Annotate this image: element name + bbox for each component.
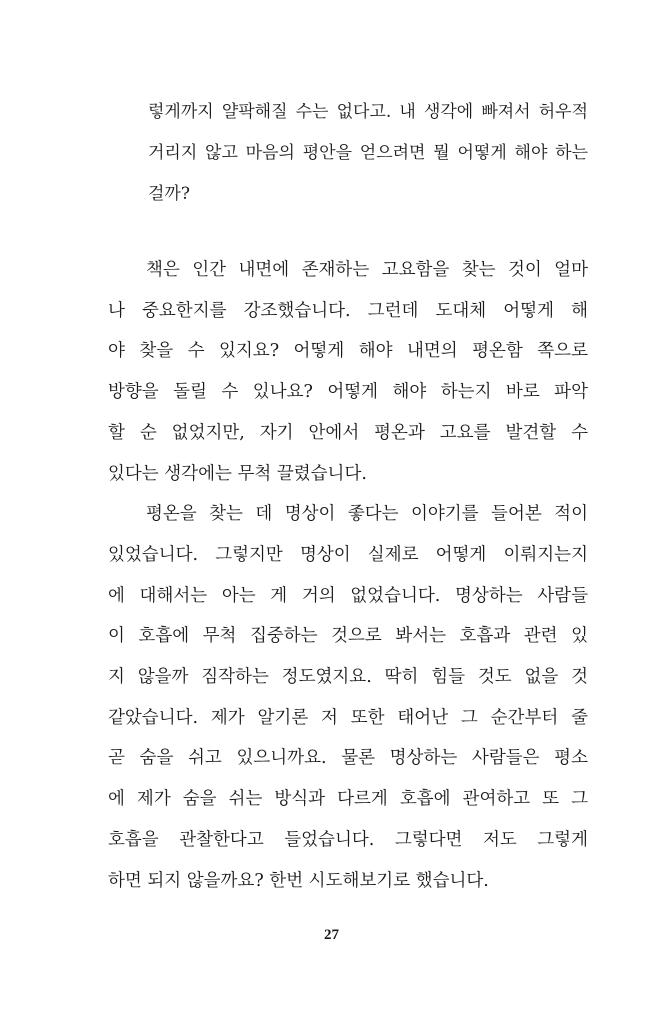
text-line: 지 않을까 짐작하는 정도였지요. 딱히 힘들 것도 없을 것	[108, 667, 588, 688]
quoted-passage	[148, 92, 588, 215]
page-number: 27	[324, 927, 339, 943]
text-line: 나 중요한지를 강조했습니다. 그런데 도대체 어떻게 해	[108, 300, 588, 321]
body-text	[108, 250, 588, 901]
text-line: 방향을 돌릴 수 있나요? 어떻게 해야 하는지 바로 파악	[108, 382, 588, 403]
text-line: 하면 되지 않을까요? 한번 시도해보기로 했습니다.	[108, 870, 489, 891]
quote-line: 걸까?	[148, 184, 190, 204]
quote-line: 렇게까지 얄팍해질 수는 없다고. 내 생각에 빠져서 허우적	[148, 102, 588, 122]
text-line: 야 찾을 수 있지요? 어떻게 해야 내면의 평온함 쪽으로	[108, 341, 588, 362]
quote-line: 거리지 않고 마음의 평안을 얻으려면 뭘 어떻게 해야 하는	[148, 143, 588, 163]
text-line: 에 대해서는 아는 게 거의 없었습니다. 명상하는 사람들	[108, 585, 588, 606]
text-line: 호흡을 관찰한다고 들었습니다. 그렇다면 저도 그렇게	[108, 829, 588, 850]
text-line: 곧 숨을 쉬고 있으니까요. 물론 명상하는 사람들은 평소	[108, 748, 588, 769]
text-line: 에 제가 숨을 쉬는 방식과 다르게 호흡에 관여하고 또 그	[108, 789, 588, 810]
paragraph	[108, 494, 588, 901]
text-line: 평온을 찾는 데 명상이 좋다는 이야기를 들어본 적이	[146, 504, 588, 525]
text-line: 같았습니다. 제가 알기론 저 또한 태어난 그 순간부터 줄	[108, 707, 588, 728]
text-line: 있다는 생각에는 무척 끌렸습니다.	[108, 463, 367, 484]
text-line: 책은 인간 내면에 존재하는 고요함을 찾는 것이 얼마	[146, 260, 588, 280]
text-line: 이 호흡에 무척 집중하는 것으로 봐서는 호흡과 관련 있	[108, 626, 588, 647]
text-line: 할 순 없었지만, 자기 안에서 평온과 고요를 발견할 수	[108, 422, 588, 443]
paragraph	[108, 250, 588, 494]
text-line: 있었습니다. 그렇지만 명상이 실제로 어떻게 이뤄지는지	[108, 544, 588, 565]
